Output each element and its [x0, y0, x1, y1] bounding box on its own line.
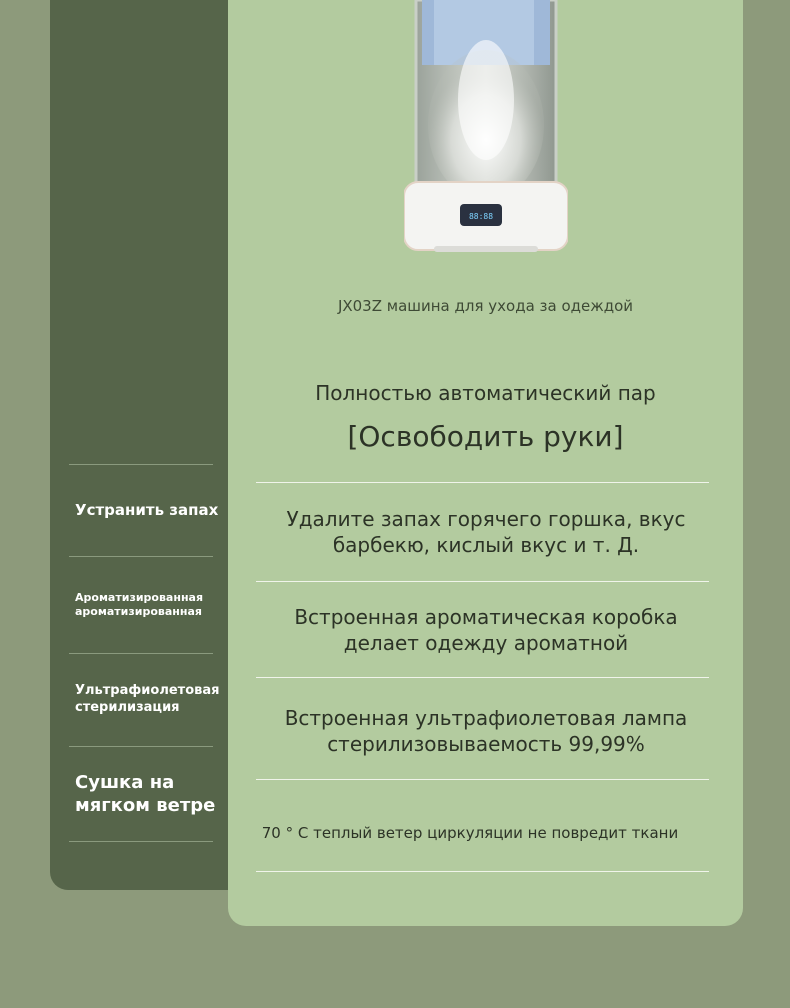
- divider: [69, 841, 213, 842]
- display-readout: 88:88: [468, 212, 494, 221]
- sidebar-item-drying: Сушка на мягком ветре: [75, 772, 216, 816]
- feature-aroma-text: Встроенная ароматическая коробка делает одежду ароматной: [294, 605, 678, 655]
- feature-drying-text: 70 ° С теплый ветер циркуляции не повредит ткани: [261, 824, 679, 842]
- feature-odor-text: Удалите запах горячего горшка, вкус барбекю, кислый вкус и т. Д.: [286, 507, 686, 557]
- divider: [69, 464, 213, 465]
- headline-subtitle: Полностью автоматический пар: [315, 381, 656, 405]
- garment-steamer-image: [404, 0, 568, 255]
- divider: [69, 653, 213, 654]
- divider: [256, 677, 709, 678]
- feature-uv-text: Встроенная ультрафиолетовая лампа стерилизовываемость 99,99%: [284, 706, 688, 756]
- divider: [256, 482, 709, 483]
- divider: [256, 581, 709, 582]
- divider: [69, 746, 213, 747]
- divider: [256, 779, 709, 780]
- sidebar-item-uv: Ультрафиолетовая стерилизация: [75, 683, 220, 715]
- divider: [69, 556, 213, 557]
- headline-title: [Освободить руки]: [347, 420, 624, 453]
- sidebar-item-odor: Устранить запах: [75, 501, 219, 519]
- sidebar-item-aroma: Ароматизированная ароматизированная: [75, 591, 204, 618]
- product-caption: JX03Z машина для ухода за одеждой: [337, 297, 634, 315]
- divider: [256, 871, 709, 872]
